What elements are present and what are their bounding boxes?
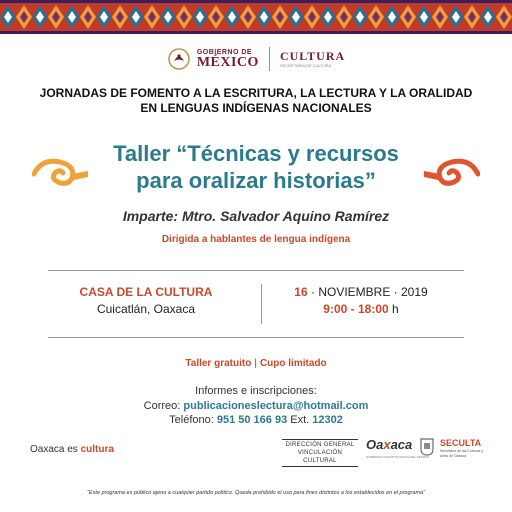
time-line	[276, 302, 446, 316]
notes-line	[0, 358, 512, 369]
cultura-word: cultura	[80, 444, 114, 455]
oaxaca-part-x: x	[383, 437, 391, 452]
event-title-line1: JORNADAS DE FOMENTO A LA ESCRITURA, LA LECTURA Y LA ORALIDAD	[39, 86, 473, 100]
footer-logos	[0, 436, 512, 476]
workshop-title-line2: para oralizar historias”	[136, 168, 376, 193]
event-title	[0, 86, 512, 116]
email-link[interactable]: publicacioneslectura@hotmail.com	[183, 399, 369, 412]
divider-vertical	[261, 284, 262, 324]
venue-name: CASA DE LA CULTURA	[79, 285, 213, 299]
gov-big-text: MÉXICO	[196, 54, 259, 70]
free-label: Taller gratuito	[185, 358, 252, 369]
direccion-line2: VINCULACIÓN CULTURAL	[297, 450, 343, 464]
disclaimer: “Este programa es público ajeno a cualquier partido político. Queda prohibido el uso para fines distintos a los establecidos en el programa”	[87, 490, 425, 496]
date-day: 16	[294, 285, 308, 299]
date-month-year: · NOVIEMBRE · 2019	[307, 285, 428, 299]
oaxaca-part-a: Oa	[366, 437, 384, 452]
contact-email-line	[0, 399, 512, 414]
contact-block	[0, 384, 512, 428]
gov-small-text: GOBIERNO DE	[196, 48, 253, 56]
cultura-text: CULTURA	[279, 49, 346, 63]
ext-label: Ext.	[287, 414, 313, 426]
audience-line: Dirigida a hablantes de lengua indígena	[161, 234, 351, 245]
workshop-title-row	[0, 140, 512, 200]
logo-divider	[269, 47, 270, 71]
oaxaca-subtext: GOBIERNO CONSTITUCIONAL DEL ESTADO	[366, 455, 429, 459]
venue-city: Cuicatlán, Oaxaca	[96, 302, 196, 316]
oaxaca-es-cultura-logo	[30, 444, 114, 455]
workshop-title	[80, 140, 432, 194]
venue-block	[46, 285, 246, 316]
oaxaca-es-text: Oaxaca es	[30, 444, 81, 455]
divider-bottom	[48, 337, 464, 338]
speaker-line: Imparte: Mtro. Salvador Aquino Ramírez	[122, 208, 390, 224]
time-range: 9:00 - 18:00	[323, 302, 389, 316]
workshop-title-line1: Taller “Técnicas y recursos	[113, 141, 399, 166]
event-title-line2: EN LENGUAS INDÍGENAS NACIONALES	[140, 101, 372, 115]
date-line	[276, 285, 446, 299]
decorative-top-border	[0, 0, 512, 34]
direccion-line1: DIRECCIÓN GENERAL	[285, 442, 355, 448]
date-block	[276, 285, 446, 316]
limited-label: Cupo limitado	[259, 358, 327, 369]
contact-heading: Informes e inscripciones:	[195, 385, 317, 397]
ext-number: 12302	[312, 414, 343, 426]
phone-number: 951 50 166 93	[216, 414, 288, 426]
contact-phone-line	[0, 413, 512, 428]
cultura-logo	[280, 50, 345, 68]
phone-label: Teléfono:	[169, 414, 217, 426]
notes-separator: |	[254, 358, 257, 369]
cultura-subtext: SECRETARÍA DE CULTURA	[279, 63, 332, 68]
oaxaca-part-b: aca	[390, 437, 413, 452]
swirl-ornament-right-icon	[422, 154, 480, 188]
seculta-logo: SECULTA	[440, 438, 482, 448]
state-seal-icon	[420, 438, 434, 456]
mexico-seal-icon	[167, 46, 191, 72]
email-label: Correo:	[143, 399, 184, 412]
divider-top	[48, 270, 464, 271]
time-unit: h	[388, 302, 399, 316]
header-logos	[0, 44, 512, 74]
seculta-subtext: Secretaría de las Culturas y Artes de Oaxaca	[440, 449, 484, 458]
oaxaca-gobierno-logo	[366, 437, 412, 452]
direccion-general-logo	[282, 439, 358, 467]
gobierno-de-mexico-logo	[167, 46, 259, 72]
